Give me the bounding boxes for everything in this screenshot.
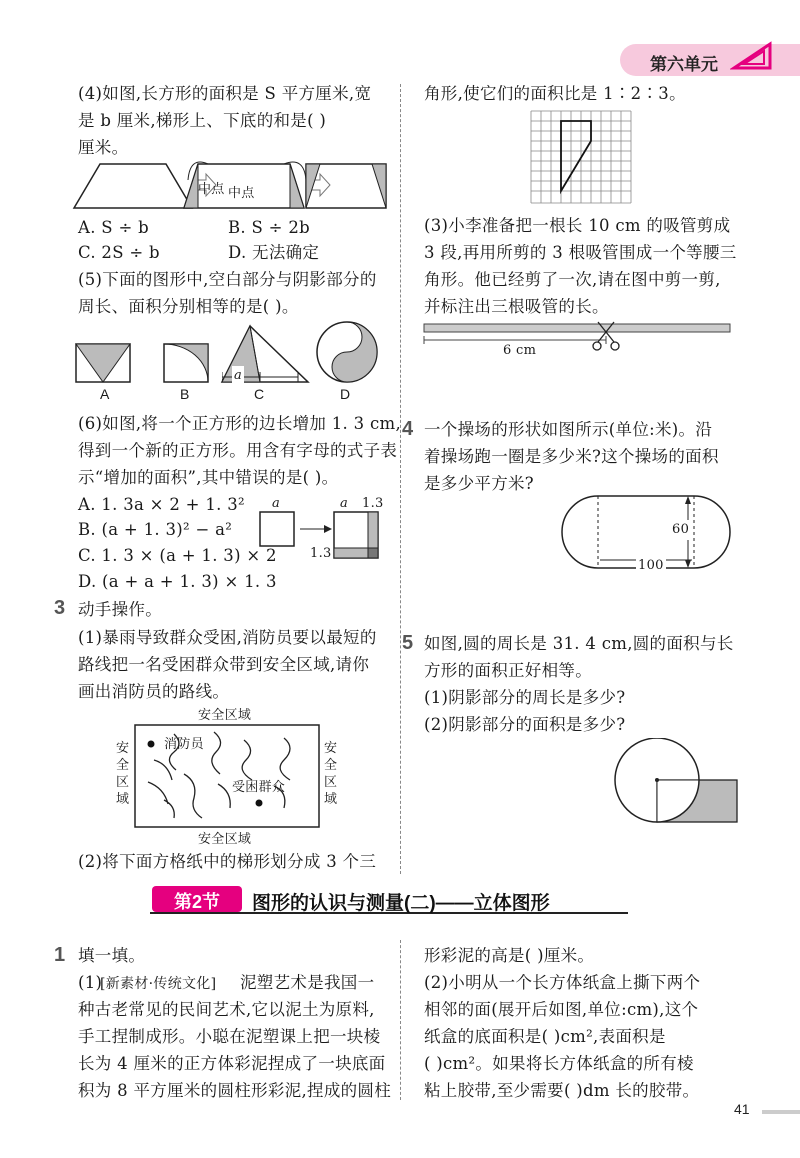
- fig-n2: 1.3: [310, 546, 332, 561]
- q2-5-line1: (5)下面的图形中,空白部分与阴影部分的: [78, 270, 377, 289]
- q1-1-line2: 种古老常见的民间艺术,它以泥土为原料,: [78, 1000, 375, 1019]
- shape-label-a: A: [100, 386, 110, 402]
- q2-6-opt-a: A. 1. 3a × 2 + 1. 3²: [78, 495, 245, 514]
- q3-3-line1: (3)小李准备把一根长 10 cm 的吸管剪成: [424, 216, 731, 235]
- q2-6-opt-d: D. (a + a + 1. 3) × 1. 3: [78, 572, 277, 591]
- map-bottom-label: 安全区域: [198, 832, 252, 847]
- straw-figure[interactable]: [420, 318, 736, 358]
- q3-number: 3: [54, 597, 66, 619]
- page-number: 41: [734, 1101, 750, 1117]
- q2-6-line1: (6)如图,将一个正方形的边长增加 1. 3 cm,: [78, 414, 402, 433]
- map-top-label: 安全区域: [198, 708, 252, 723]
- q1-r-line3: 相邻的面(展开后如图,单位:cm),这个: [424, 1000, 699, 1019]
- flood-map[interactable]: [134, 724, 320, 828]
- q1-1-tag: [新素材·传统文化]: [100, 976, 217, 992]
- fig-n1: 1.3: [362, 496, 384, 511]
- victim-dot: [256, 800, 263, 807]
- bottom-divider: [400, 940, 401, 1100]
- q1-1-line4: 长为 4 厘米的正方体彩泥捏成了一块底面: [78, 1054, 386, 1073]
- q1-r-line6: 粘上胶带,至少需要( )dm 长的胶带。: [424, 1081, 700, 1100]
- q1-r-line2: (2)小明从一个长方体纸盒上撕下两个: [424, 973, 701, 992]
- fig-a1: a: [272, 496, 281, 511]
- option-d: D. 无法确定: [228, 243, 320, 262]
- q3-1-line2: 路线把一名受困群众带到安全区域,请你: [78, 655, 370, 674]
- set-square-icon: [730, 40, 774, 72]
- q5-line3: (1)阴影部分的周长是多少?: [424, 688, 626, 707]
- section-tag: 第2节: [174, 892, 221, 912]
- q5-number: 5: [402, 632, 414, 654]
- q1-1-line5: 积为 8 平方厘米的圆柱形彩泥,捏成的圆柱: [78, 1081, 392, 1100]
- q2-5-line2: 周长、面积分别相等的是( )。: [78, 297, 299, 316]
- q4-line2: 着操场跑一圈是多少米?这个操场的面积: [424, 447, 719, 466]
- q3-title: 动手操作。: [78, 600, 162, 619]
- straw-length-label: 6 cm: [500, 341, 539, 361]
- q3-1-line1: (1)暴雨导致群众受困,消防员要以最短的: [78, 628, 377, 647]
- column-divider: [400, 84, 401, 874]
- option-a: A. S ÷ b: [78, 218, 149, 237]
- q2-4-line2: 是 b 厘米,梯形上、下底的和是( ): [78, 111, 327, 130]
- q2-6-opt-c: C. 1. 3 × (a + 1. 3) × 2: [78, 546, 277, 565]
- q3-2-start: (2)将下面方格纸中的梯形划分成 3 个三: [78, 852, 377, 871]
- q2-6-opt-b: B. (a + 1. 3)² − a²: [78, 520, 233, 539]
- option-c: C. 2S ÷ b: [78, 243, 160, 262]
- q3-3-line2: 3 段,再用所剪的 3 根吸管围成一个等腰三: [424, 243, 737, 262]
- q1-1-line3: 手工捏制成形。小聪在泥塑课上把一块棱: [78, 1027, 381, 1046]
- playground-height: 60: [672, 520, 689, 540]
- q1-r-line1: 形彩泥的高是( )厘米。: [424, 946, 595, 965]
- q1-r-line5: ( )cm²。如果将长方体纸盒的所有棱: [424, 1054, 694, 1073]
- page-number-rule: [762, 1110, 800, 1114]
- q4-number: 4: [402, 418, 414, 440]
- unit-label: 第六单元: [650, 55, 718, 74]
- q2-6-line3: 示“增加的面积”,其中错误的是( )。: [78, 468, 339, 487]
- midpoint-label-2: 中点: [228, 186, 255, 201]
- map-right-label: 安全区域: [324, 741, 338, 807]
- shape-label-c: C: [254, 386, 265, 402]
- playground-width: 100: [636, 556, 666, 576]
- grid-trapezoid[interactable]: [530, 110, 632, 204]
- fig-a2: a: [340, 496, 349, 511]
- section-title: 图形的认识与测量(二)——立体图形: [252, 893, 550, 914]
- midpoint-label-1: 中点: [198, 182, 225, 197]
- circle-rectangle-figure: [610, 738, 740, 828]
- victim-label: 受困群众: [232, 780, 286, 795]
- seg-label: a: [232, 366, 244, 386]
- q5-line4: (2)阴影部分的面积是多少?: [424, 715, 626, 734]
- trapezoid-shape: [74, 164, 192, 208]
- q4-line3: 是多少平方米?: [424, 474, 534, 493]
- q1-title: 填一填。: [78, 946, 146, 965]
- firefighter-label: 消防员: [164, 737, 204, 752]
- q3-3-line4: 并标注出三根吸管的长。: [424, 297, 609, 316]
- firefighter-dot: [148, 741, 155, 748]
- q5-line1: 如图,圆的周长是 31. 4 cm,圆的面积与长: [424, 634, 734, 653]
- q1-number: 1: [54, 944, 66, 966]
- q3-3-line3: 角形。他已经剪了一次,请在图中剪一剪,: [424, 270, 721, 289]
- q1-1-prefix: (1): [78, 973, 103, 992]
- q3-2-cont: 角形,使它们的面积比是 1∶2∶3。: [424, 84, 686, 103]
- q5-line2: 方形的面积正好相等。: [424, 661, 592, 680]
- shape-label-b: B: [180, 386, 190, 402]
- q3-1-line3: 画出消防员的路线。: [78, 682, 230, 701]
- option-b: B. S ÷ 2b: [228, 218, 310, 237]
- q1-1-line1: 泥塑艺术是我国一: [240, 973, 375, 992]
- map-left-label: 安全区域: [116, 741, 130, 807]
- q2-6-line2: 得到一个新的正方形。用含有字母的式子表: [78, 441, 398, 460]
- q2-4-line1: (4)如图,长方形的面积是 S 平方厘米,宽: [78, 84, 372, 103]
- q2-4-line3: 厘米。: [78, 138, 129, 157]
- q1-r-line4: 纸盒的底面积是( )cm²,表面积是: [424, 1027, 666, 1046]
- shape-label-d: D: [340, 386, 351, 402]
- q4-line1: 一个操场的形状如图所示(单位:米)。沿: [424, 420, 713, 439]
